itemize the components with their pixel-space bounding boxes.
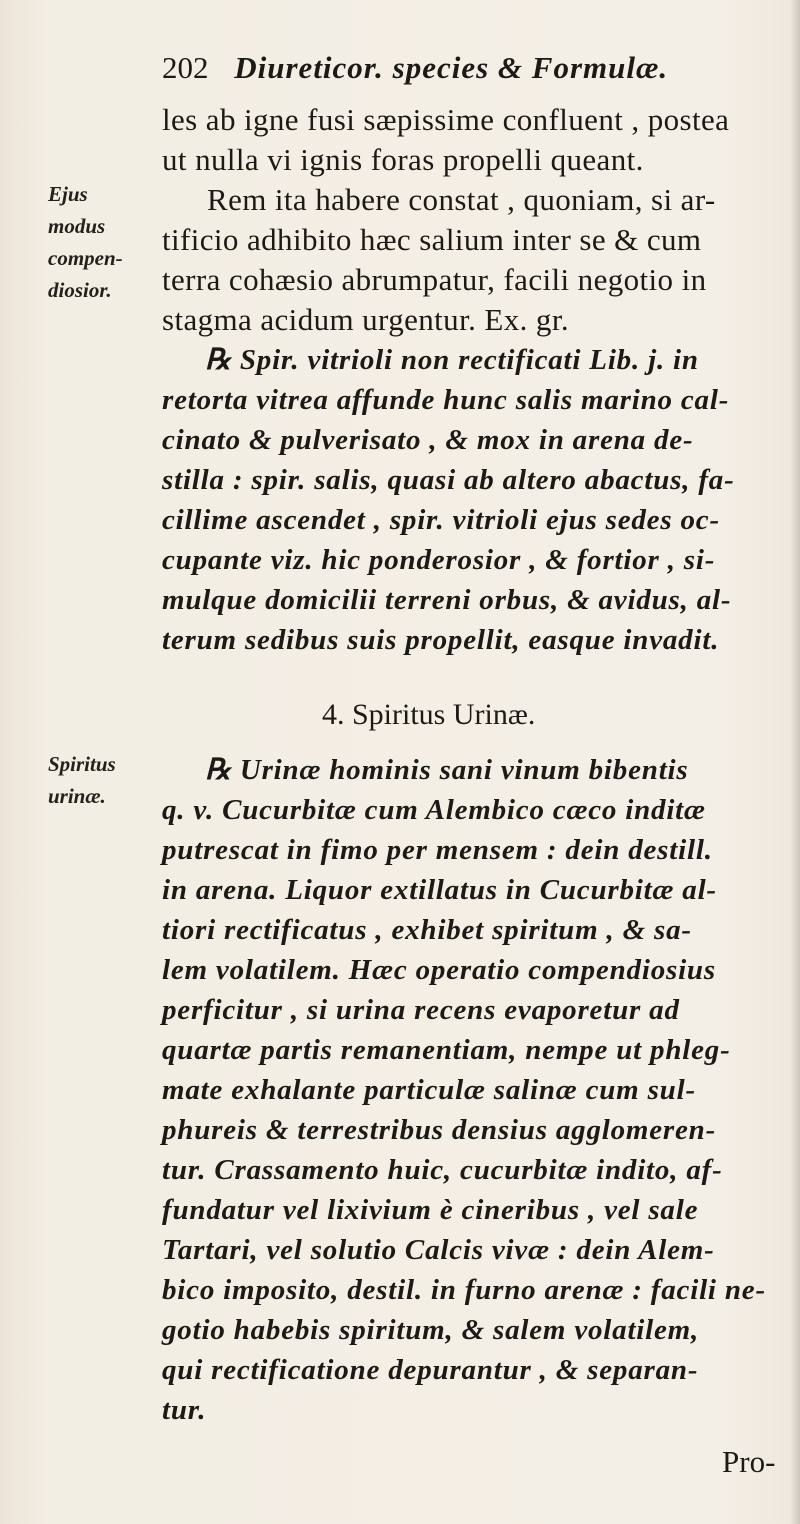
text-line: retorta vitrea affunde hunc salis marino cal- [162,384,730,416]
text-line: tur. Crassamento huic, cucurbitæ indito, af- [162,1154,723,1186]
margin-note: urinæ. [48,784,106,808]
text-line: tur. [162,1394,207,1426]
text-line: Tartari, vel solutio Calcis vivæ : dein Alem- [162,1234,715,1266]
text-line: gotio habebis spiritum, & salem volatilem, [162,1314,700,1346]
page-edge-shadow [790,0,800,1524]
text-line: mulque domicilii terreni orbus, & avidus, al- [162,584,732,616]
text-line: ℞ Spir. vitrioli non rectificati Lib. j. in [205,344,699,376]
text-line: stagma acidum urgentur. Ex. gr. [162,302,569,337]
text-line: stilla : spir. salis, quasi ab altero abactus, fa- [162,464,735,496]
text-line: mate exhalante particulæ salinæ cum sul- [162,1074,696,1106]
text-line: q. v. Cucurbitæ cum Alembico cæco inditæ [162,794,706,826]
text-line: tiori rectificatus , exhibet spiritum , & sa- [162,914,692,946]
text-line: fundatur vel lixivium è cineribus , vel sale [162,1194,699,1226]
text-line: in arena. Liquor extillatus in Cucurbitæ al- [162,874,717,906]
text-line: terum sedibus suis propellit, easque invadit. [162,624,720,656]
text-line: lem volatilem. Hæc operatio compendiosius [162,954,716,986]
text-line: Rem ita habere constat , quoniam, si ar- [207,182,716,217]
margin-note: modus [48,214,106,238]
margin-note: compen- [48,246,123,270]
text-line: cinato & pulverisato , & mox in arena de- [162,424,694,456]
text-line: perficitur , si urina recens evaporetur ad [162,994,680,1026]
page-number: 202 [162,50,209,85]
running-header [162,48,782,88]
text-line: terra cohæsio abrumpatur, facili negotio in [162,262,707,297]
text-line: ℞ Urinæ hominis sani vinum bibentis [205,754,689,786]
margin-note: diosior. [48,278,112,302]
text-line: cillime ascendet , spir. vitrioli ejus sedes oc- [162,504,720,536]
text-line: qui rectificatione depurantur , & separan- [162,1354,699,1386]
text-line: quartæ partis remanentiam, nempe ut phleg- [162,1034,731,1066]
margin-note: Spiritus [48,752,116,776]
text-line: ut nulla vi ignis foras propelli queant. [162,142,644,177]
text-line: tificio adhibito hæc salium inter se & cum [162,222,702,257]
running-title: Diureticor. species & Formulæ. [234,50,669,85]
text-line: les ab igne fusi sæpissime confluent , postea [162,102,730,137]
margin-note: Ejus [48,182,88,206]
catchword: Pro- [722,1444,776,1479]
text-line: cupante viz. hic ponderosior , & fortior , si- [162,544,716,576]
section-heading: 4. Spiritus Urinæ. [322,698,536,731]
text-line: bico imposito, destil. in furno arenæ : facili ne- [162,1274,766,1306]
text-line: putrescat in fimo per mensem : dein destill. [162,834,713,866]
text-line: phureis & terrestribus densius agglomeren- [162,1114,717,1146]
